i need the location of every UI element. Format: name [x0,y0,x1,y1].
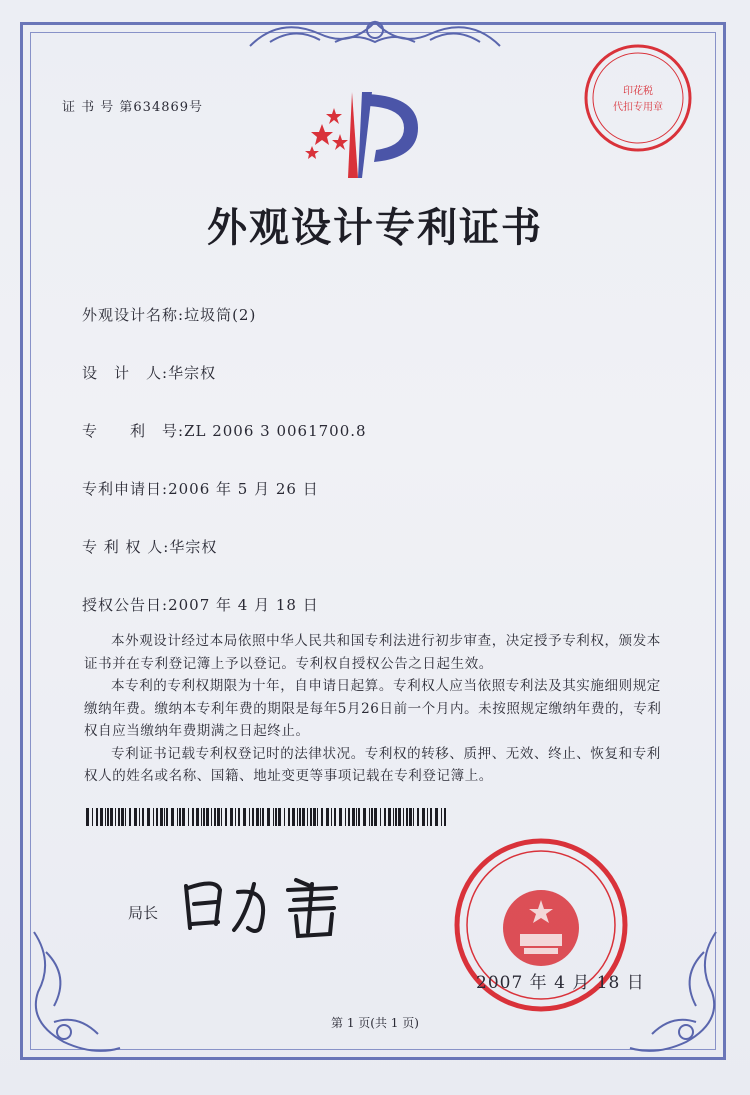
barcode-bar [302,808,305,826]
body-paragraph-1: 本外观设计经过本局依照中华人民共和国专利法进行初步审查，决定授予专利权，颁发本证书并在专利登记簿上予以登记。专利权自授权公告之日起生效。 [84,633,661,672]
tax-stamp-inner-text-2: 代扣专用章 [613,102,663,113]
barcode-bar [403,808,404,826]
barcode-bar [260,808,261,826]
barcode-bar [374,808,377,826]
barcode-bar [348,808,350,826]
barcode-bar [331,808,332,826]
barcode-bar [160,808,163,826]
barcode-bar [299,808,301,826]
field-label: 外观设计名称: [82,306,185,324]
barcode-bar [177,808,178,826]
field-design-name [82,304,256,325]
field-label: 专 利 号: [82,422,185,440]
barcode-bar [86,808,89,826]
barcode-bar [96,808,98,826]
barcode-bar [356,808,357,826]
director-signature [176,870,376,940]
barcode-bar [166,808,168,826]
barcode-bar [192,808,194,826]
barcode-bar [139,808,140,826]
barcode-bar [435,808,438,826]
barcode-bar [363,808,366,826]
barcode-bar [406,808,408,826]
barcode-bar [267,808,270,826]
barcode-bar [107,808,109,826]
field-designer [82,362,216,383]
barcode-bar [427,808,428,826]
barcode-bar [179,808,181,826]
field-value: 2006 年 5 月 26 日 [168,480,319,498]
barcode-bar [334,808,336,826]
barcode-bar [345,808,346,826]
field-application-date [82,478,319,499]
top-ornament-icon [240,12,510,56]
field-grant-date [82,594,319,615]
issue-date: 2007 年 4 月 18 日 [476,973,645,993]
barcode-bar [441,808,442,826]
body-paragraph-2: 本专利的专利权期限为十年，自申请日起算。专利权人应当依照专利法及其实施细则规定缴纳年费。缴纳本专利年费的期限是每年5月26日前一个月内。未按照规定缴纳年费的，专利权自应当缴纳年费期满之日起终止。 [84,678,662,739]
barcode-bar [317,808,318,826]
barcode-bar [92,808,93,826]
barcode-bar [125,808,126,826]
barcode-bar [288,808,290,826]
barcode-bar [321,808,323,826]
tax-stamp-icon [582,42,694,154]
barcode-bar [444,808,446,826]
barcode-bar [369,808,370,826]
barcode-bar [413,808,414,826]
barcode-bar [393,808,394,826]
barcode-bar [230,808,233,826]
barcode-bar [409,808,412,826]
barcode-bar [398,808,401,826]
barcode-bar [395,808,397,826]
barcode-bar [171,808,174,826]
page-number: 第 1 页(共 1 页) [331,1016,419,1030]
barcode-bar [188,808,189,826]
barcode-bar [134,808,137,826]
barcode-bar [142,808,144,826]
field-value: ZL 2006 3 0061700.8 [184,422,367,440]
barcode-bar [388,808,391,826]
bottom-left-ornament-icon [24,922,124,1062]
barcode-bar [292,808,295,826]
barcode-bar [262,808,264,826]
barcode-bar [352,808,355,826]
field-value: 华宗权 [169,538,218,556]
barcode-bar [273,808,274,826]
field-label: 授权公告日: [82,596,169,614]
barcode-bar [278,808,281,826]
field-value: 垃圾筒(2) [184,306,257,324]
barcode-bar [284,808,285,826]
barcode-bar [243,808,246,826]
field-value: 2007 年 4 月 18 日 [168,596,319,614]
barcode-bar [121,808,124,826]
barcode-bar [214,808,216,826]
barcode-bar [201,808,202,826]
field-patent-number [82,420,367,441]
barcode-bar [235,808,236,826]
barcode-bar [164,808,165,826]
certificate-title: 外观设计专利证书 [207,204,543,251]
barcode-bar [182,808,185,826]
barcode-bar [211,808,212,826]
barcode-bar [380,808,381,826]
barcode-bar [422,808,425,826]
barcode-bar [430,808,432,826]
field-value: 华宗权 [168,364,217,382]
barcode-bar [297,808,298,826]
barcode [86,808,448,826]
field-patentee [82,536,217,557]
barcode-bar [225,808,227,826]
barcode-bar [275,808,277,826]
barcode-bar [252,808,254,826]
barcode-bar [196,808,199,826]
barcode-bar [217,808,220,826]
barcode-bar [384,808,386,826]
barcode-bar [417,808,419,826]
barcode-bar [326,808,329,826]
field-label: 专利申请日: [82,480,169,498]
barcode-bar [313,808,316,826]
barcode-bar [256,808,259,826]
director-label: 局长 [128,904,159,922]
barcode-bar [238,808,240,826]
barcode-bar [118,808,120,826]
certificate-body [84,630,674,788]
barcode-bar [203,808,205,826]
barcode-bar [371,808,373,826]
barcode-bar [115,808,116,826]
patent-office-emblem-icon [300,88,440,188]
barcode-bar [310,808,312,826]
barcode-bar [339,808,342,826]
field-label: 设 计 人: [82,364,169,382]
barcode-bar [307,808,308,826]
barcode-bar [221,808,222,826]
barcode-bar [358,808,360,826]
barcode-bar [206,808,209,826]
certificate-number: 证 书 号 第634869号 [62,100,204,115]
barcode-bar [100,808,103,826]
barcode-bar [129,808,131,826]
barcode-bar [147,808,150,826]
barcode-bar [153,808,154,826]
barcode-bar [105,808,106,826]
body-paragraph-3: 专利证书记载专利权登记时的法律状况。专利权的转移、质押、无效、终止、恢复和专利权人的姓名或名称、国籍、地址变更等事项记载在专利登记簿上。 [84,745,661,784]
tax-stamp-inner-text-1: 印花税 [623,86,653,97]
barcode-bar [156,808,158,826]
barcode-bar [249,808,250,826]
field-label: 专 利 权 人: [82,538,170,556]
barcode-bar [110,808,113,826]
